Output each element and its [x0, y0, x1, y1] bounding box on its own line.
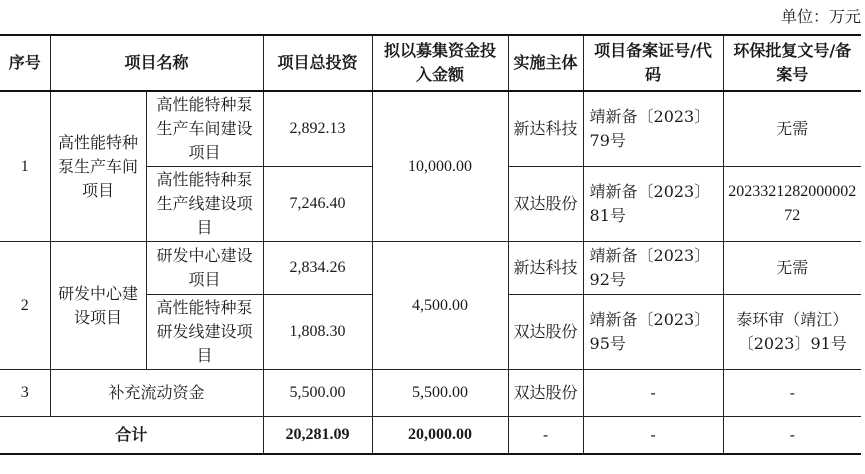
total-record: -	[583, 417, 723, 455]
investment-cell: 2,834.26	[263, 242, 372, 295]
investment-cell: 5,500.00	[263, 370, 372, 417]
total-raised: 20,000.00	[372, 417, 508, 455]
header-record-code: 项目备案证号/代码	[583, 35, 723, 91]
table-row	[0, 370, 861, 417]
table-header-row	[0, 35, 861, 91]
row-seq: 1	[0, 91, 50, 242]
table-row	[0, 242, 861, 295]
env-cell: 202332128200000272	[723, 167, 861, 242]
row-seq: 2	[0, 242, 50, 370]
row-seq: 3	[0, 370, 50, 417]
entity-cell: 双达股份	[508, 167, 583, 242]
group-project-name: 补充流动资金	[50, 370, 263, 417]
record-cell: 靖新备〔2023〕92号	[583, 242, 723, 295]
record-cell: -	[583, 370, 723, 417]
table-row	[0, 91, 861, 167]
raised-cell: 4,500.00	[372, 242, 508, 370]
entity-cell: 双达股份	[508, 370, 583, 417]
sub-project-name: 研发中心建设项目	[146, 242, 263, 295]
group-project-name: 高性能特种泵生产车间项目	[50, 91, 146, 242]
sub-project-name: 高性能特种泵研发线建设项目	[146, 295, 263, 370]
entity-cell: 双达股份	[508, 295, 583, 370]
record-cell: 靖新备〔2023〕81号	[583, 167, 723, 242]
header-env-approval: 环保批复文号/备案号	[723, 35, 861, 91]
header-entity: 实施主体	[508, 35, 583, 91]
env-cell: 无需	[723, 91, 861, 167]
sub-project-name: 高性能特种泵生产线建设项目	[146, 167, 263, 242]
sub-project-name: 高性能特种泵生产车间建设项目	[146, 91, 263, 167]
env-cell: 无需	[723, 242, 861, 295]
record-cell: 靖新备〔2023〕79号	[583, 91, 723, 167]
total-env: -	[723, 417, 861, 455]
investment-cell: 2,892.13	[263, 91, 372, 167]
record-cell: 靖新备〔2023〕95号	[583, 295, 723, 370]
header-total-investment: 项目总投资	[263, 35, 372, 91]
entity-cell: 新达科技	[508, 91, 583, 167]
header-project-name: 项目名称	[50, 35, 263, 91]
investment-cell: 1,808.30	[263, 295, 372, 370]
total-entity: -	[508, 417, 583, 455]
env-cell: -	[723, 370, 861, 417]
raised-cell: 10,000.00	[372, 91, 508, 242]
group-project-name: 研发中心建设项目	[50, 242, 146, 370]
unit-label: 单位：万元	[780, 7, 861, 26]
total-investment: 20,281.09	[263, 417, 372, 455]
raised-cell: 5,500.00	[372, 370, 508, 417]
header-seq: 序号	[0, 35, 50, 91]
fund-allocation-table	[0, 34, 861, 455]
total-label: 合计	[0, 417, 263, 455]
entity-cell: 新达科技	[508, 242, 583, 295]
investment-cell: 7,246.40	[263, 167, 372, 242]
header-raised-funds: 拟以募集资金投入金额	[372, 35, 508, 91]
env-cell: 泰环审（靖江）〔2023〕91号	[723, 295, 861, 370]
total-row	[0, 417, 861, 455]
